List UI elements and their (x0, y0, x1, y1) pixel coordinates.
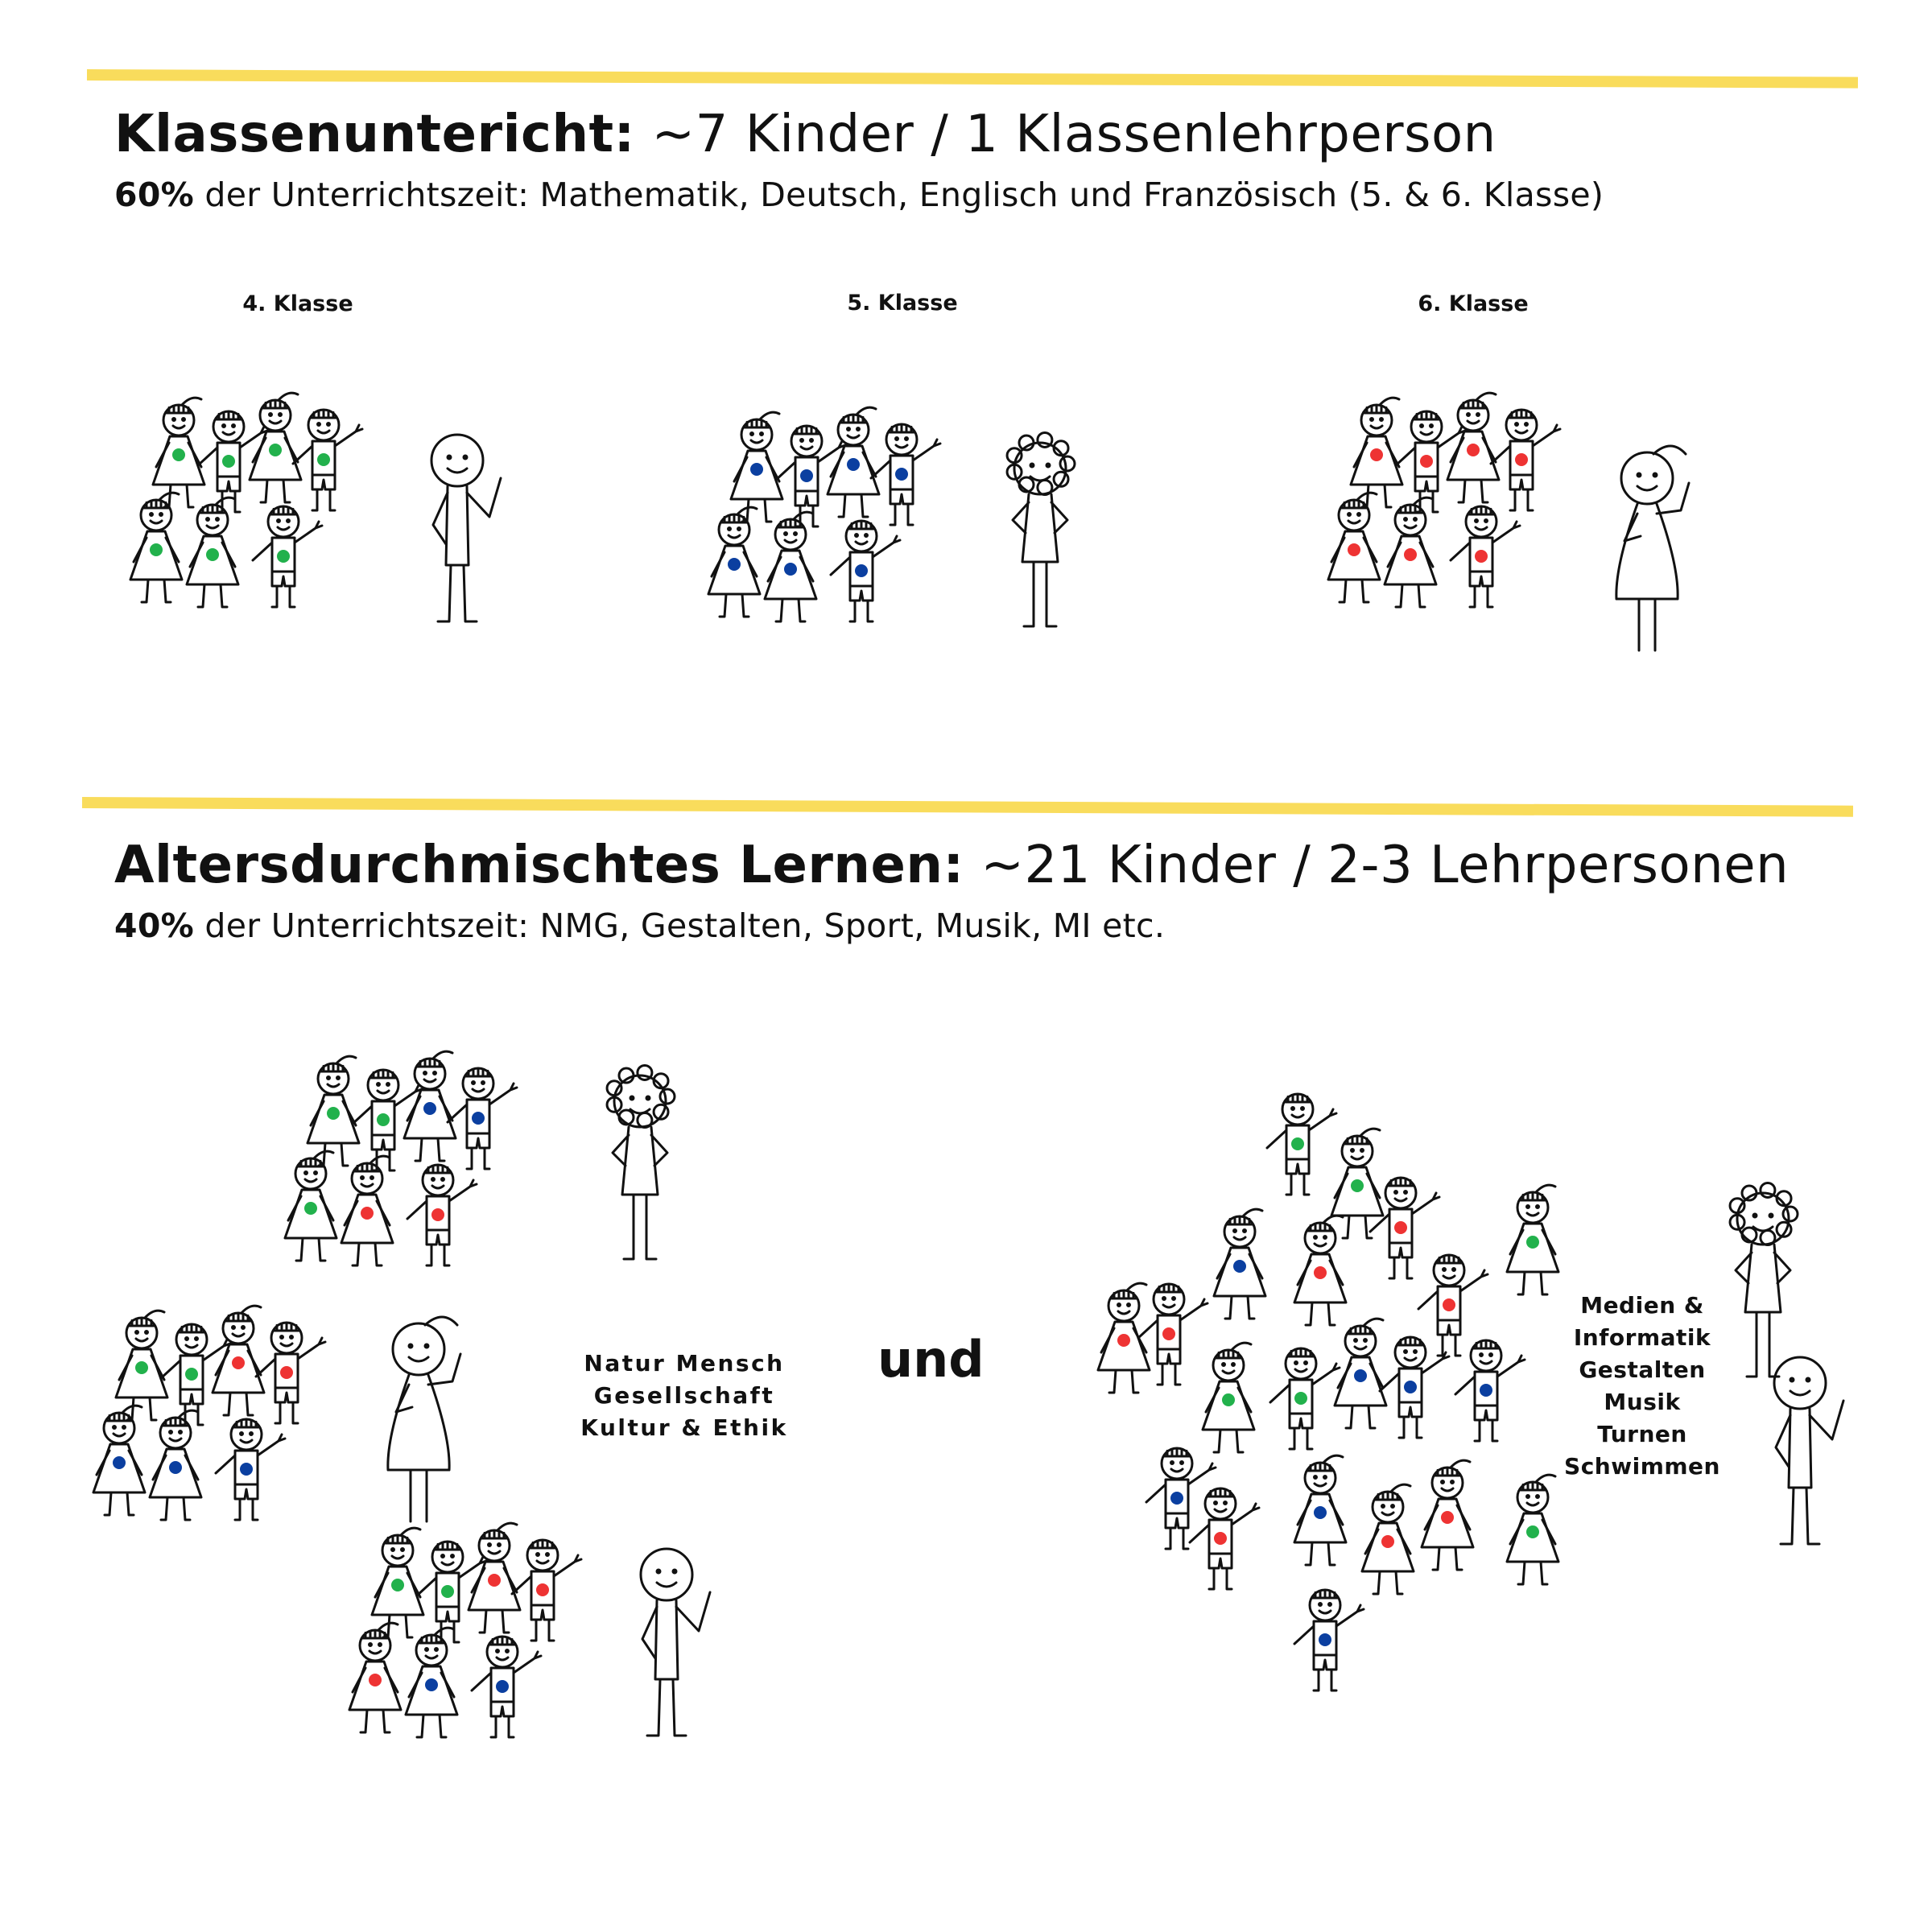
class6-child-5 (1328, 493, 1380, 602)
nmg-group1-child-7 (407, 1165, 477, 1265)
class5-child-3 (828, 407, 879, 517)
class6-child-6 (1385, 497, 1436, 607)
nmg-group3-child-7 (472, 1637, 541, 1737)
class4-teacher (431, 435, 501, 621)
mixed-child-6 (1418, 1255, 1488, 1356)
section1-subtitle-bold: 60% (114, 175, 195, 214)
class6-child-4 (1491, 410, 1560, 510)
mixed-child-2 (1331, 1129, 1383, 1238)
mixed-child-3 (1370, 1178, 1439, 1278)
class4-child-1 (153, 398, 204, 507)
section2-subtitle-bold: 40% (114, 906, 195, 945)
mixed-child-5 (1294, 1216, 1346, 1325)
nmg-group1-child-5 (285, 1151, 336, 1261)
nmg-group3-child-4 (512, 1540, 581, 1641)
nmg-group1-child-3 (404, 1051, 456, 1161)
section1-heading-bold: Klassenuntericht: (114, 105, 635, 164)
class6-child-7 (1451, 506, 1520, 607)
subject-schwimmen: Schwimmen (1564, 1453, 1720, 1480)
subject-gesellschaft: Gesellschaft (593, 1382, 775, 1409)
section2-heading-rest: ~21 Kinder / 2-3 Lehrpersonen (964, 836, 1790, 895)
subject-gestalten: Gestalten (1579, 1356, 1706, 1383)
class5-child-4 (871, 424, 940, 525)
class-label-4: 4. Klasse (242, 291, 353, 316)
class6-child-3 (1447, 393, 1499, 502)
mixed-teacher2 (1774, 1357, 1843, 1544)
class4-child-5 (130, 493, 182, 602)
mixed-child-4 (1214, 1209, 1265, 1319)
mixed-child-7 (1507, 1185, 1558, 1294)
nmg-group2-child-6 (150, 1410, 201, 1520)
subject-informatik: Informatik (1573, 1324, 1711, 1351)
subject-medien: Medien & (1580, 1292, 1704, 1319)
nmg-teacher1 (607, 1065, 675, 1259)
class4-child-4 (293, 410, 362, 510)
class4-child-7 (253, 506, 322, 607)
class4-child-6 (187, 497, 238, 607)
mixed-child-18 (1362, 1484, 1414, 1594)
section2-subtitle-rest: der Unterrichtszeit: NMG, Gestalten, Sport, Musik, MI etc. (194, 906, 1166, 945)
class4-child-3 (250, 393, 301, 502)
mixed-child-13 (1380, 1337, 1449, 1438)
mixed-child-21 (1294, 1590, 1364, 1690)
class5-child-1 (731, 412, 782, 522)
nmg-group1-child-1 (308, 1056, 359, 1166)
nmg-group2-child-5 (93, 1406, 145, 1515)
mixed-child-14 (1455, 1340, 1525, 1441)
class5-teacher (1007, 432, 1075, 626)
nmg-group3-child-5 (349, 1623, 401, 1732)
mixed-child-11 (1270, 1348, 1340, 1449)
subject-kultur-ethik: Kultur & Ethik (580, 1414, 788, 1441)
mixed-child-19 (1422, 1460, 1473, 1570)
section2-heading-bold: Altersdurchmischtes Lernen: (114, 836, 964, 895)
nmg-teacher2 (388, 1317, 460, 1521)
class6-teacher (1616, 446, 1689, 650)
mixed-child-16 (1190, 1488, 1259, 1589)
section1-subtitle-rest: der Unterrichtszeit: Mathematik, Deutsch, Englisch und Französisch (5. & 6. Klasse) (194, 175, 1604, 214)
subject-musik: Musik (1604, 1389, 1681, 1415)
subject-natur-mensch: Natur Mensch (584, 1350, 785, 1377)
nmg-teacher3 (641, 1549, 710, 1736)
mixed-teacher1 (1730, 1183, 1798, 1377)
mixed-child-10 (1203, 1343, 1254, 1452)
mixed-child-12 (1335, 1319, 1386, 1428)
nmg-group3-child-3 (469, 1523, 520, 1633)
nmg-group2-child-3 (213, 1306, 264, 1415)
class-label-5: 5. Klasse (847, 291, 958, 316)
mixed-child-17 (1294, 1455, 1346, 1565)
class6-child-1 (1351, 398, 1402, 507)
class5-child-5 (708, 507, 760, 617)
subject-turnen: Turnen (1597, 1421, 1687, 1447)
connector-und: und (877, 1330, 985, 1389)
nmg-group3-child-1 (372, 1528, 423, 1637)
mixed-child-8 (1098, 1283, 1150, 1393)
class-label-6: 6. Klasse (1418, 291, 1529, 316)
nmg-group1-child-4 (448, 1068, 517, 1169)
nmg-group2-child-1 (116, 1311, 167, 1420)
nmg-group2-child-4 (256, 1323, 325, 1423)
nmg-group1-child-6 (341, 1156, 393, 1265)
nmg-group3-child-6 (406, 1628, 457, 1737)
section1-heading-rest: ~7 Kinder / 1 Klassenlehrperson (634, 105, 1496, 164)
nmg-group2-child-7 (216, 1419, 285, 1520)
class5-child-7 (831, 521, 900, 621)
mixed-child-20 (1507, 1475, 1558, 1584)
mixed-child-1 (1267, 1094, 1336, 1195)
class5-child-6 (765, 512, 816, 621)
